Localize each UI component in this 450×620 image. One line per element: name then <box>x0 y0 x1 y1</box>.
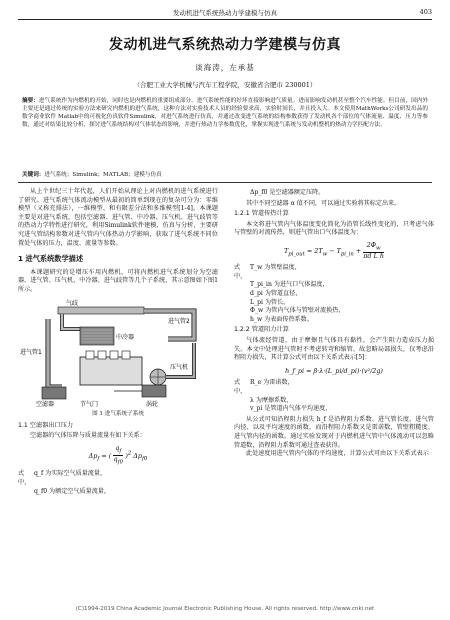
eq2-def-1: T_pi_in 为进气口气体温度， <box>250 281 329 289</box>
abstract-text: 进气系统作为内燃机的开始，同时也是内燃机的重要组成部分，进气系统性能的好坏直接影响进气质量。进而影响发动机甚至整个汽车性能。但目前，国内外主要还是通过传统的实验方法来研究内燃机的进气系统，这种方法对实验技术人员的经验要求高，实验时间长，并且投入大。本文使用MathWorks公司研发出品的数学商业软件 Matlab中的可视化仿真软件Simulink，对进气系统进行仿真，并通过改变进气系统的结构参数获得了发动机各个部位的气体流量、温度、压力等参数，通过对结果比较分析，探讨进气系统结构对气体状态的影响，并进行热动力学参数优化，掌握实现进气系统与发动机整机的热动力学匹配方法。 <box>22 98 428 129</box>
friction-paragraph: 从公式可知沿程阻力损失 h_f 是沿程阻力系数、进气管长度、进气管内径、以及平均速度的函数，而沿程阻力系数又是雷诺数、管壁粗糙度、进气管内径的函数。通过实验发现对于内燃机进气管中气体流动可以忽略管道数，沿程阻力系数可通过查表获得。 <box>234 415 434 449</box>
eq1-exponent: 2 <box>127 450 132 457</box>
label-throttle: 节气门 <box>80 400 99 407</box>
abstract-divider <box>18 182 432 183</box>
eq2-mid: = 2T <box>306 247 323 256</box>
eq3-def-1: λ 为摩擦系数， <box>250 396 293 404</box>
label-pipe1: 进气管1 <box>20 348 42 356</box>
turbine <box>142 385 166 397</box>
paper-title: 发动机进气系统热动力学建模与仿真 <box>109 37 341 53</box>
intake-manifold <box>58 307 144 314</box>
section-1-heading: 1 进气系统数学描述 <box>18 254 84 264</box>
eq1-num-sym: q <box>115 443 120 452</box>
eq2-num-sub: w <box>375 245 381 252</box>
page-number: 403 <box>419 8 432 16</box>
running-header <box>18 6 432 20</box>
eq1-fraction <box>113 445 123 467</box>
label-air-filter: 空滤器 <box>36 400 55 407</box>
eq2-num-sym: 2Φ <box>366 240 376 249</box>
abstract <box>22 97 428 129</box>
intake-pipe-2 <box>144 311 194 339</box>
section-1-1-heading: 1.1 空滤器出口压力 <box>18 421 74 429</box>
eq2-lhs: T <box>284 247 289 256</box>
abstract-label: 摘要： <box>22 98 39 104</box>
authors: 谈海涛，左承基 <box>195 63 255 72</box>
keywords-label: 关键词： <box>22 172 45 178</box>
eq1-tail: Δp <box>133 451 143 460</box>
eq3-where-label: 式中， <box>234 379 247 395</box>
heat-transfer-paragraph: 本文将进气管内气体温度变化简化为沿管长线性变化的，只考虑气体与管壁的对流传热，则进气管出口气体温度为： <box>234 220 434 237</box>
eq1-denominator <box>113 456 123 466</box>
eq1-where-label: 式中， <box>18 470 31 487</box>
figure-1 <box>18 299 218 419</box>
label-manifold: 气歧 <box>66 299 79 307</box>
label-compressor: 压气机 <box>170 363 189 371</box>
eq2-def-2: d_pi 为管道直径， <box>250 290 302 298</box>
eq2-where-label: 式中， <box>234 264 247 280</box>
label-turbine: 涡轮 <box>146 400 159 407</box>
right-column <box>234 188 434 459</box>
equation-1: $\Delta p_f$ = ( $\frac{q_f}{q_{f0}}$ )$^2$ $\Delta p_{f0}$ <box>88 443 148 466</box>
left-column <box>18 188 218 498</box>
engine-block <box>80 357 142 385</box>
eq2-def-0: T_w 为管壁温度， <box>250 264 301 272</box>
air-filter <box>42 387 66 399</box>
eq3-definitions <box>234 379 434 413</box>
eq2-fraction <box>363 242 384 260</box>
eq2-lhs-sub: pi_out <box>288 251 305 258</box>
keywords-text: 进气系统；Simulink；MATLAB；建模与仿真 <box>44 172 162 178</box>
eq2-denominator: πd L h <box>363 252 384 261</box>
eq3-def-2: v_pi 是管道内气体平均速度， <box>250 405 332 413</box>
eq1-def-0: q_f 为实际空气质量流量， <box>34 470 107 478</box>
eq2-def-4: Φ_w 为管内气体与管壁对流换热， <box>250 307 345 315</box>
intro-paragraph: 从上个世纪三十年代起，人们开始从理论上对内燃机的进气系统进行了研究。进气系统气体流动模型从最初的简单到现在的复杂可分为：零维模型（又称充排法），一维模型、和有限差分法和多维模型[1-4]。本课题主要是对进气系统，包括空滤器、进气管、中冷器、压气机、进气歧管等的热动力学特性进行研究，利用Simulink软件建模、仿真与分析，主要研究进气管结构参数对进气管内气体热动力学影响，获取了进气系统不同位置处气体的压力，温度、流量等参数。 <box>18 188 218 247</box>
eq1-lhs-sub: f <box>97 455 100 462</box>
section-1-2-1-heading: 1.2.1 管道传热计算 <box>234 210 289 218</box>
label-pipe2: 进气管2 <box>168 317 190 325</box>
eq1-definitions-cont <box>234 189 434 198</box>
intake-system-diagram <box>18 299 218 407</box>
eq2-def-5: h_w 为表面传热系数。 <box>250 315 313 323</box>
eq2-def-3: L_pi 为管长， <box>250 298 290 306</box>
keywords <box>22 171 428 179</box>
running-title: 发动机进气系统热动力学建模与仿真 <box>173 9 277 17</box>
section-1-paragraph: 本课题研究的是增压车用内燃机，可将内燃机进气系统划分为空滤器、进气管、压气机、中冷器、进气歧管等几个子系统，其示意图如下图1所示。 <box>18 268 218 293</box>
calibration-paragraph: 其中不同空滤器 α 值不同，可以通过实验将其标定出来。 <box>246 199 401 207</box>
eq2-definitions <box>234 264 434 324</box>
intake-pipe-1 <box>48 319 62 387</box>
eq1-lhs: Δp <box>88 451 98 460</box>
eq1-definitions <box>18 470 218 496</box>
eq2-minus: − T <box>329 247 341 256</box>
eq1-tail-sub: f0 <box>142 455 148 462</box>
equation-3: h_f_pi = β·λ·(L_pi/d_pi)·(v²/2g) <box>285 366 383 375</box>
section-1-2-2-heading: 1.2.2 管道阻力计算 <box>234 326 289 334</box>
velocity-paragraph: 此处速度用进气管内气体的平均速度，计算公式可由以下关系式表示 <box>246 450 429 458</box>
equation-2: $T_{pi\_out} = 2T_w - T_{pi\_in}$ + $\frac{2\Phi_w}{\text{πd L h}}$ <box>284 240 384 261</box>
copyright-footer: (C)1994-2019 China Academic Journal Electronic Publishing House. All rights reserved. http://www.cnki.net <box>75 606 375 612</box>
eq1-den-sub: f0 <box>117 459 124 466</box>
eq1-den-sym: q <box>113 455 118 464</box>
eq2-mid-sub: w <box>322 251 328 258</box>
affiliation: （合肥工业大学机械与汽车工程学院，安徽省合肥市 230001） <box>133 81 317 89</box>
figure-1-caption: 图 1 进气系统子系统 <box>92 411 144 418</box>
label-intercooler: 中冷器 <box>116 333 135 341</box>
section-1-1-paragraph: 空滤器的气体压降与质量流量有如下关系： <box>30 432 146 440</box>
eq3-def-0: R_e 为雷诺数， <box>250 379 294 387</box>
eq1-def-2: Δp_f0 是空滤器额定压降。 <box>250 189 325 196</box>
eq1-num-sub: f <box>119 448 122 455</box>
resistance-paragraph: 气体流经管道，由于摩擦且气体具有黏性，会产生阻力造成压力损失。本文中处理进气管时不考虑转弯和缩管、故忽略局部损失，仅考虑沿程阻力损失，其计算公式可由以下关系式表示[5]： <box>234 337 434 362</box>
eq1-def-1: q_f0 为额定空气质量流量， <box>34 487 110 495</box>
eq2-minus-sub: pi_in <box>340 251 354 258</box>
